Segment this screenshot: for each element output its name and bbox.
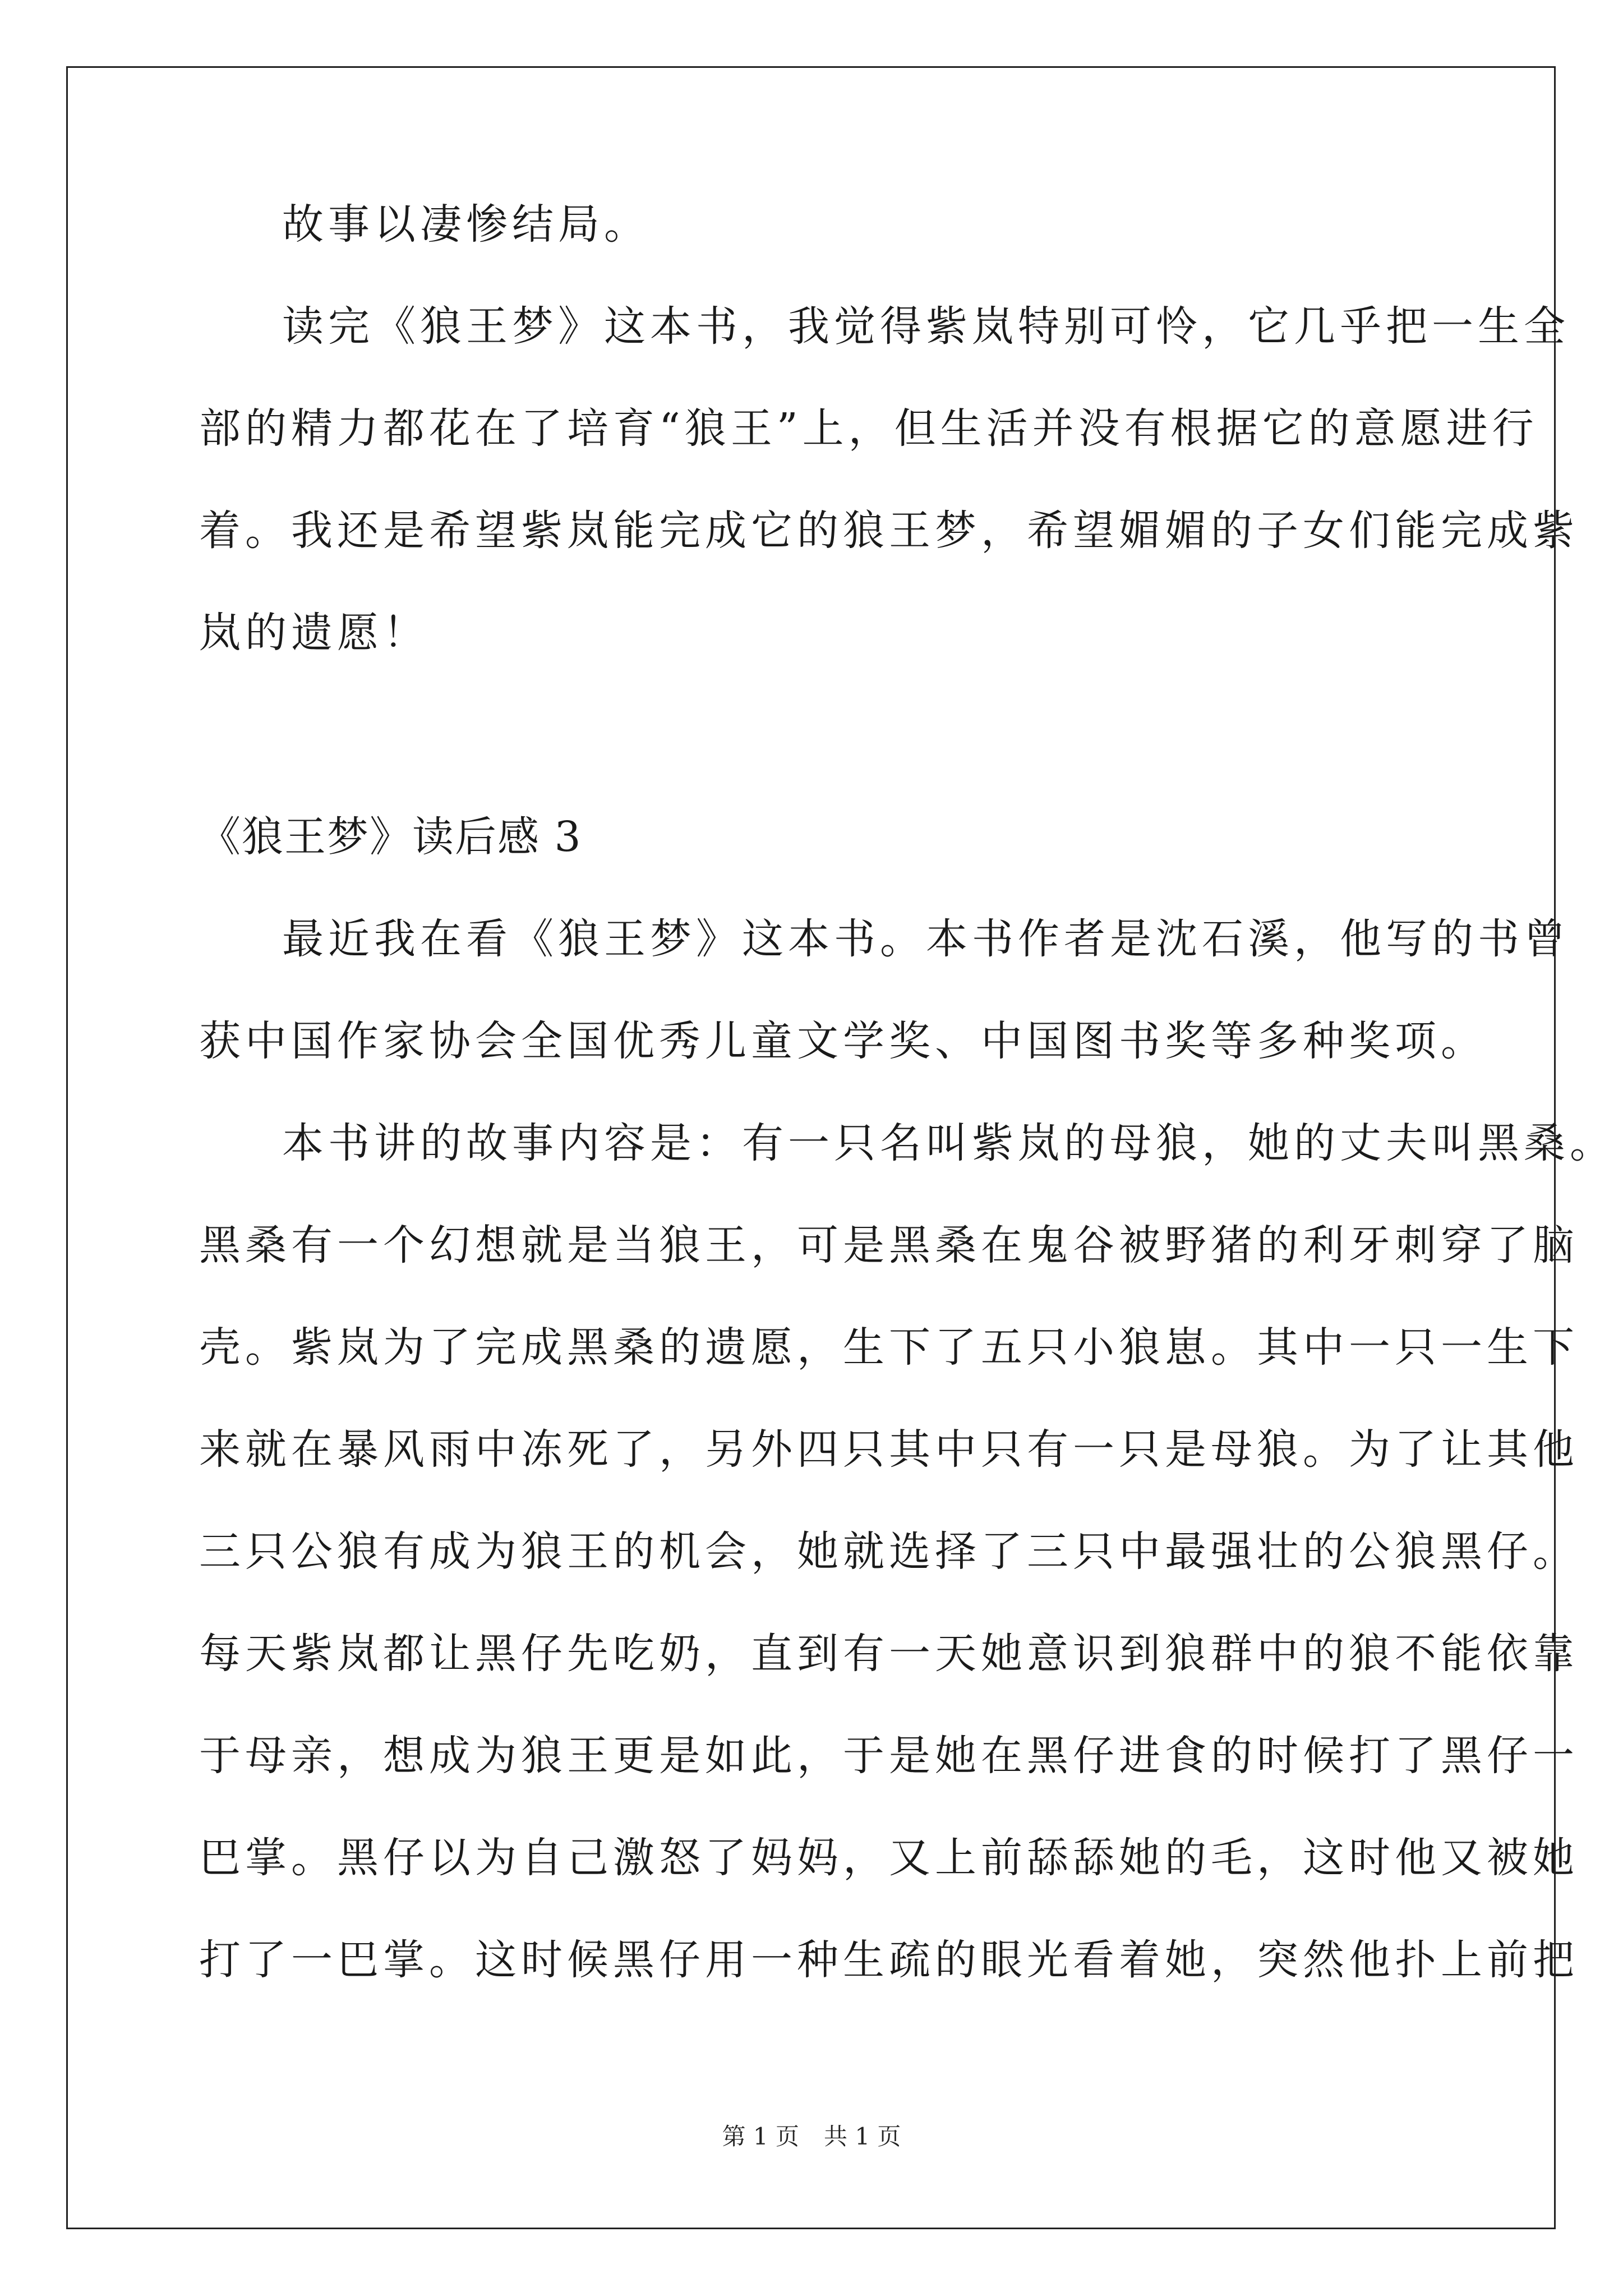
paragraph-line: 部的精力都花在了培育“狼王”上，但生活并没有根据它的意愿进行 [199, 404, 1538, 453]
paragraph-line: 本书讲的故事内容是：有一只名叫紫岚的母狼，她的丈夫叫黑桑。 [282, 1119, 1616, 1167]
page-total: 共 1 页 [824, 2123, 901, 2150]
paragraph-line: 来就在暴风雨中冻死了，另外四只其中只有一只是母狼。为了让其他 [199, 1425, 1579, 1474]
paragraph-line: 最近我在看《狼王梦》这本书。本书作者是沈石溪，他写的书曾 [282, 915, 1570, 963]
paragraph-line: 巴掌。黑仔以为自己激怒了妈妈，又上前舔舔她的毛，这时他又被她 [199, 1834, 1579, 1882]
paragraph-line: 打了一巴掌。这时候黑仔用一种生疏的眼光看着她，突然他扑上前把 [199, 1936, 1579, 1984]
paragraph-line: 于母亲，想成为狼王更是如此，于是她在黑仔进食的时候打了黑仔一 [199, 1732, 1579, 1780]
paragraph-line: 三只公狼有成为狼王的机会，她就选择了三只中最强壮的公狼黑仔。 [199, 1527, 1579, 1576]
paragraph-line: 壳。紫岚为了完成黑桑的遗愿，生下了五只小狼崽。其中一只一生下 [199, 1323, 1579, 1372]
paragraph-line: 故事以凄惨结局。 [282, 200, 650, 249]
paragraph-line: 着。我还是希望紫岚能完成它的狼王梦，希望媚媚的子女们能完成紫 [199, 507, 1579, 555]
paragraph-line: 获中国作家协会全国优秀儿童文学奖、中国图书奖等多种奖项。 [199, 1017, 1487, 1065]
paragraph-line: 岚的遗愿！ [199, 609, 429, 657]
paragraph-line: 每天紫岚都让黑仔先吃奶，直到有一天她意识到狼群中的狼不能依靠 [199, 1630, 1579, 1678]
page-number: 第 1 页 [722, 2123, 799, 2150]
paragraph-line: 读完《狼王梦》这本书，我觉得紫岚特别可怜，它几乎把一生全 [282, 302, 1570, 351]
paragraph-line: 黑桑有一个幻想就是当狼王，可是黑桑在鬼谷被野猪的利牙刺穿了脑 [199, 1221, 1579, 1269]
section-heading: 《狼王梦》读后感 3 [199, 813, 582, 861]
document-body [199, 199, 1616, 2037]
page-footer [0, 2123, 1623, 2151]
paragraph-line [199, 710, 1433, 812]
